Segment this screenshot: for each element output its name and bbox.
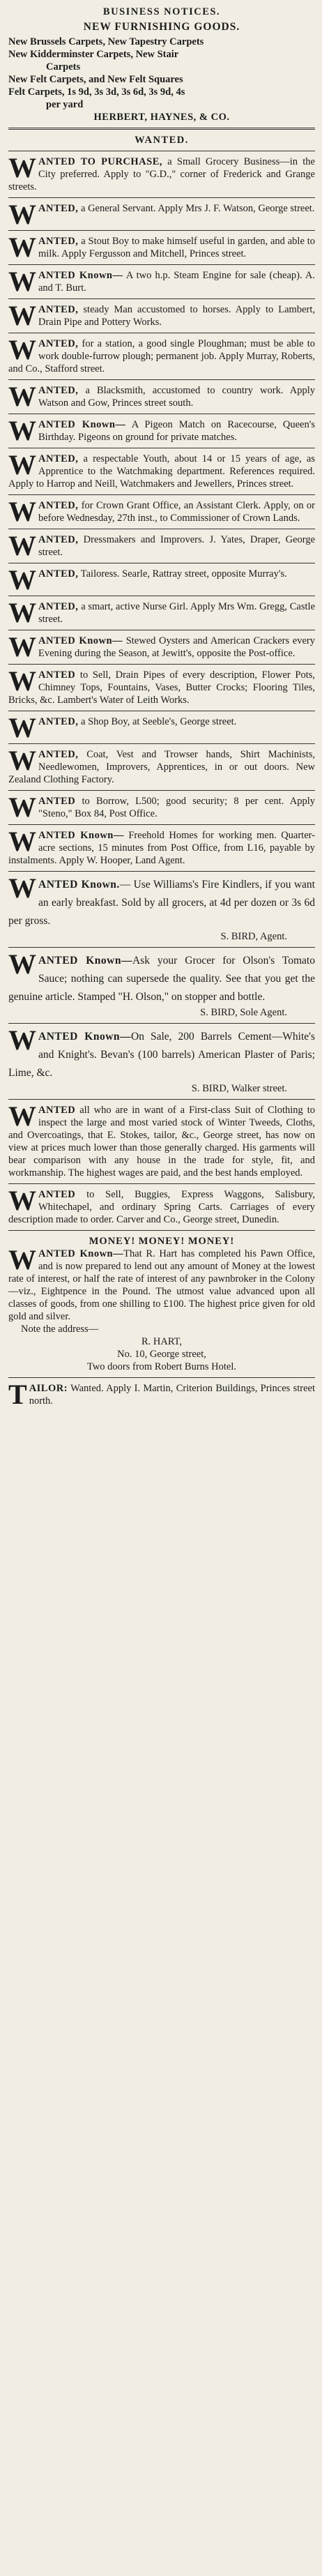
olson-ad (8, 948, 315, 1019)
ad-body: a Blacksmith, accustomed to country work. Apply Watson and Gow, Princes street south. (38, 385, 315, 409)
furnishing-line: Carpets (46, 61, 81, 73)
drop-cap: W (8, 199, 36, 230)
ad-body: a General Servant. Apply Mrs J. F. Watson, George street. (81, 203, 315, 214)
ad-lead: ANTED, (38, 453, 79, 464)
furnishing-title: NEW FURNISHING GOODS. (83, 21, 240, 33)
cement-ad (8, 1024, 315, 1095)
drop-cap: W (8, 1244, 36, 1275)
divider (8, 790, 315, 791)
drop-cap: W (8, 791, 36, 823)
wanted-ad (8, 665, 316, 706)
divider (8, 1230, 315, 1231)
drop-cap: W (8, 266, 36, 297)
ad-lead: ANTED (38, 1189, 76, 1200)
money-header: MONEY! MONEY! MONEY! (89, 1236, 235, 1247)
ad-body: Tailoress. Searle, Rattray street, opposite Murray's. (80, 568, 287, 579)
ad-body: steady Man accustomed to horses. Apply to Lambert, Drain Pipe and Pottery Works. (38, 304, 315, 328)
drop-cap: W (8, 564, 36, 596)
wanted-ad (8, 300, 315, 331)
ad-lead: ANTED Known. (38, 879, 120, 891)
ad-body: a Stout Boy to make himself useful in garden, and able to milk. Apply Fergusson and Mitchell, Princes street. (38, 236, 315, 259)
money-ad (8, 1244, 316, 1373)
address-line: Two doors from Robert Burns Hotel. (86, 1361, 237, 1372)
ad-lead: ANTED Known— (38, 419, 126, 430)
furnishing-line: per yard (46, 99, 84, 110)
drop-cap: W (8, 496, 36, 527)
ad-lead: ANTED, (38, 568, 79, 579)
wanted-ad (8, 415, 315, 446)
ad-body: Wanted. Apply I. Martin, Criterion Buildings, Princes street north. (29, 1383, 315, 1407)
divider (8, 128, 315, 130)
ad-body: to Borrow, L500; good security; 8 per cent. Apply "Steno," Box 84, Post Office. (38, 796, 315, 819)
drop-cap: T (8, 1379, 27, 1410)
divider (8, 1023, 315, 1024)
drop-cap: W (8, 152, 36, 183)
divider (8, 871, 315, 872)
divider (8, 1183, 315, 1184)
divider (8, 379, 315, 380)
ad-lead: ANTED, (38, 716, 79, 727)
wanted-ad (8, 152, 315, 193)
drop-cap: W (8, 745, 36, 776)
ad-signature: S. BIRD, Agent. (220, 931, 287, 942)
divider (8, 494, 315, 495)
drop-cap: W (8, 381, 36, 412)
ad-signature: S. BIRD, Walker street. (191, 1083, 287, 1094)
ad-body: all who are in want of a First-class Suit of Clothing to inspect the large and most varied stock of Winter Tweeds, Cloths, and Overcoatings, that E. Stokes, tailor, &c., George street, has now on view at prices much lower than those generally charged. His garments will bear comparison with any house in the trade for style, fit, and workmanship. The highest wages are paid, and the best hands employed. (8, 1105, 315, 1179)
ad-body: for Crown Grant Office, an Assistant Clerk. Apply, on or before Wednesday, 27th inst., to Commissioner of Crown Lands. (38, 500, 315, 524)
ad-body: On Sale, 200 Barrels Cement—White's and Knight's. Bevan's (100 barrels) American Plaster of Paris; Lime, &c. (8, 1031, 315, 1079)
furnishing-line: New Felt Carpets, and New Felt Squares (8, 74, 183, 85)
ad-lead: ANTED, (38, 304, 79, 315)
ad-body: Dressmakers and Improvers. J. Yates, Draper, George street. (38, 534, 316, 558)
divider (8, 230, 315, 231)
drop-cap: W (8, 712, 36, 743)
wanted-header: WANTED. (135, 135, 189, 146)
ad-lead: ANTED, (38, 203, 79, 214)
ad-body: A two h.p. Steam Engine for sale (cheap). A. and T. Burt. (38, 270, 315, 294)
drop-cap: W (8, 300, 36, 331)
tailor-ad (8, 1379, 315, 1410)
ad-body: Ask your Grocer for Olson's Tomato Sauce; nothing can supersede the quality. See that you get the genuine article. Stamped "H. Olson," on stopper and bottle. (8, 955, 315, 1003)
wanted-ad (8, 597, 316, 628)
divider (8, 1099, 315, 1100)
wanted-ads (8, 152, 316, 872)
divider (8, 298, 315, 299)
wanted-ad (8, 791, 315, 823)
ad-lead: ANTED Known— (38, 1031, 132, 1043)
drop-cap: W (8, 826, 36, 857)
furnishing-line: Felt Carpets, 1s 9d, 3s 3d, 3s 6d, 3s 9d, 4s (8, 86, 185, 98)
ad-lead: ANTED, (38, 534, 79, 545)
drop-cap: W (8, 665, 36, 697)
drop-cap: W (8, 449, 36, 480)
furnishing-ad (8, 21, 315, 123)
address-label: Note the address— (21, 1324, 99, 1335)
address-line: No. 10, George street, (117, 1349, 206, 1360)
furnishing-signature: HERBERT, HAYNES, & CO. (93, 112, 230, 123)
ad-lead: ANTED, (38, 236, 79, 247)
ad-body: — Use Williams's Fire Kindlers, if you want an early breakfast. Sold by all grocers, at 4d per dozen or 3s 6d per gross. (8, 879, 315, 927)
wanted-ad (8, 266, 315, 297)
ad-lead: ANTED Known— (38, 635, 123, 646)
drop-cap: W (8, 415, 36, 446)
williams-ad (8, 872, 315, 943)
wanted-ad (8, 381, 315, 412)
drop-cap: W (8, 948, 36, 980)
ad-lead: ANTED Known— (38, 955, 132, 967)
wanted-ad (8, 449, 315, 490)
drop-cap: W (8, 530, 36, 561)
ad-body: to Sell, Drain Pipes of every description, Flower Pots, Chimney Tops, Fountains, Vases, Butter Crocks; Flooring Tiles, Bricks, &c. Lambert's Water of Leith Works. (8, 669, 316, 706)
ad-body: That R. Hart has completed his Pawn Office, and is now prepared to lend out any amount of Money at the lowest rate of interest, or half the rate of interest of any pawnbroker in the Colony—viz., Eightpence in the Pound. The utmost value advanced upon all classes of goods, from one shilling to £100. The highest price given for old gold and silver. (8, 1248, 316, 1322)
ad-lead: ANTED, (38, 500, 79, 511)
divider (8, 664, 315, 665)
ad-body: a smart, active Nurse Girl. Apply Mrs Wm. Gregg, Castle street. (38, 601, 316, 625)
wanted-ad (8, 564, 315, 596)
wanted-ad (8, 712, 315, 743)
ad-body: a Small Grocery Business—in the City preferred. Apply to "G.D.," corner of Frederick and Grange streets. (8, 156, 315, 192)
ad-lead: ANTED (38, 1105, 76, 1116)
section-header: BUSINESS NOTICES. (102, 6, 221, 17)
buggies-ad (8, 1185, 315, 1226)
divider (8, 264, 315, 265)
wanted-ad (8, 232, 315, 263)
wanted-ad (8, 199, 315, 230)
drop-cap: W (8, 232, 36, 263)
drop-cap: W (8, 1100, 36, 1132)
furnishing-line: New Kidderminster Carpets, New Stair (8, 49, 179, 60)
furnishing-line: New Brussels Carpets, New Tapestry Carpets (8, 36, 204, 47)
wanted-ad (8, 530, 316, 561)
ad-lead: ANTED (38, 669, 76, 681)
ad-body: A Pigeon Match on Racecourse, Queen's Birthday. Pigeons on ground for private matches. (38, 419, 315, 443)
drop-cap: W (8, 597, 36, 628)
wanted-ad (8, 496, 315, 527)
wanted-ad (8, 826, 316, 867)
ad-lead: ANTED Known— (38, 270, 123, 281)
divider (8, 197, 315, 198)
ad-body: Freehold Homes for working men. Quarter-acre sections, 15 minutes from Post Office, from L16, payable by instalments. Apply W. Hooper, Land Agent. (8, 830, 316, 866)
drop-cap: W (8, 1185, 36, 1216)
stokes-ad (8, 1100, 315, 1179)
drop-cap: W (8, 334, 36, 365)
divider (8, 947, 315, 948)
ad-lead: ANTED, (38, 338, 79, 349)
ad-signature: S. BIRD, Sole Agent. (200, 1007, 287, 1018)
drop-cap: W (8, 872, 36, 904)
address-line: R. HART, (141, 1336, 183, 1347)
ad-body: Stewed Oysters and American Crackers every Evening during the Season, at Jewitt's, opposite the Post-office. (38, 635, 315, 659)
ad-lead: ANTED Known— (38, 1248, 124, 1259)
ad-lead: AILOR: (29, 1383, 68, 1394)
ad-lead: ANTED TO PURCHASE, (38, 156, 163, 167)
ad-body: Coat, Vest and Trowser hands, Shirt Machinists, Needlewomen, Improvers, Apprentices, in or out doors. New Zealand Clothing Factory. (8, 749, 316, 785)
ad-body: for a station, a good single Ploughman; must be able to work double-furrow plough; permanent job. Apply Murray, Roberts, and Co., Stafford street. (8, 338, 315, 374)
ad-lead: ANTED, (38, 749, 79, 760)
wanted-ad (8, 631, 315, 662)
ad-lead: ANTED (38, 796, 76, 807)
divider (8, 743, 315, 744)
ad-body: to Sell, Buggies, Express Waggons, Salisbury, Whitechapel, and ordinary Spring Carts. Carriages of every description made to order. Carver and Co., George street, Dunedin. (8, 1189, 315, 1225)
wanted-ad (8, 334, 315, 375)
divider (8, 824, 315, 825)
ad-body: a respectable Youth, about 14 or 15 years of age, as Apprentice to the Watchmaking department. References required. Apply to Harrop and Neill, Watchmakers and Jewellers, Princes street. (8, 453, 315, 490)
ad-body: a Shop Boy, at Seeble's, George street. (81, 716, 237, 727)
ad-lead: ANTED Known— (38, 830, 124, 841)
drop-cap: W (8, 631, 36, 662)
divider (8, 1377, 315, 1378)
drop-cap: W (8, 1024, 36, 1056)
wanted-ad (8, 745, 316, 786)
ad-lead: ANTED, (38, 601, 79, 612)
ad-lead: ANTED, (38, 385, 79, 396)
